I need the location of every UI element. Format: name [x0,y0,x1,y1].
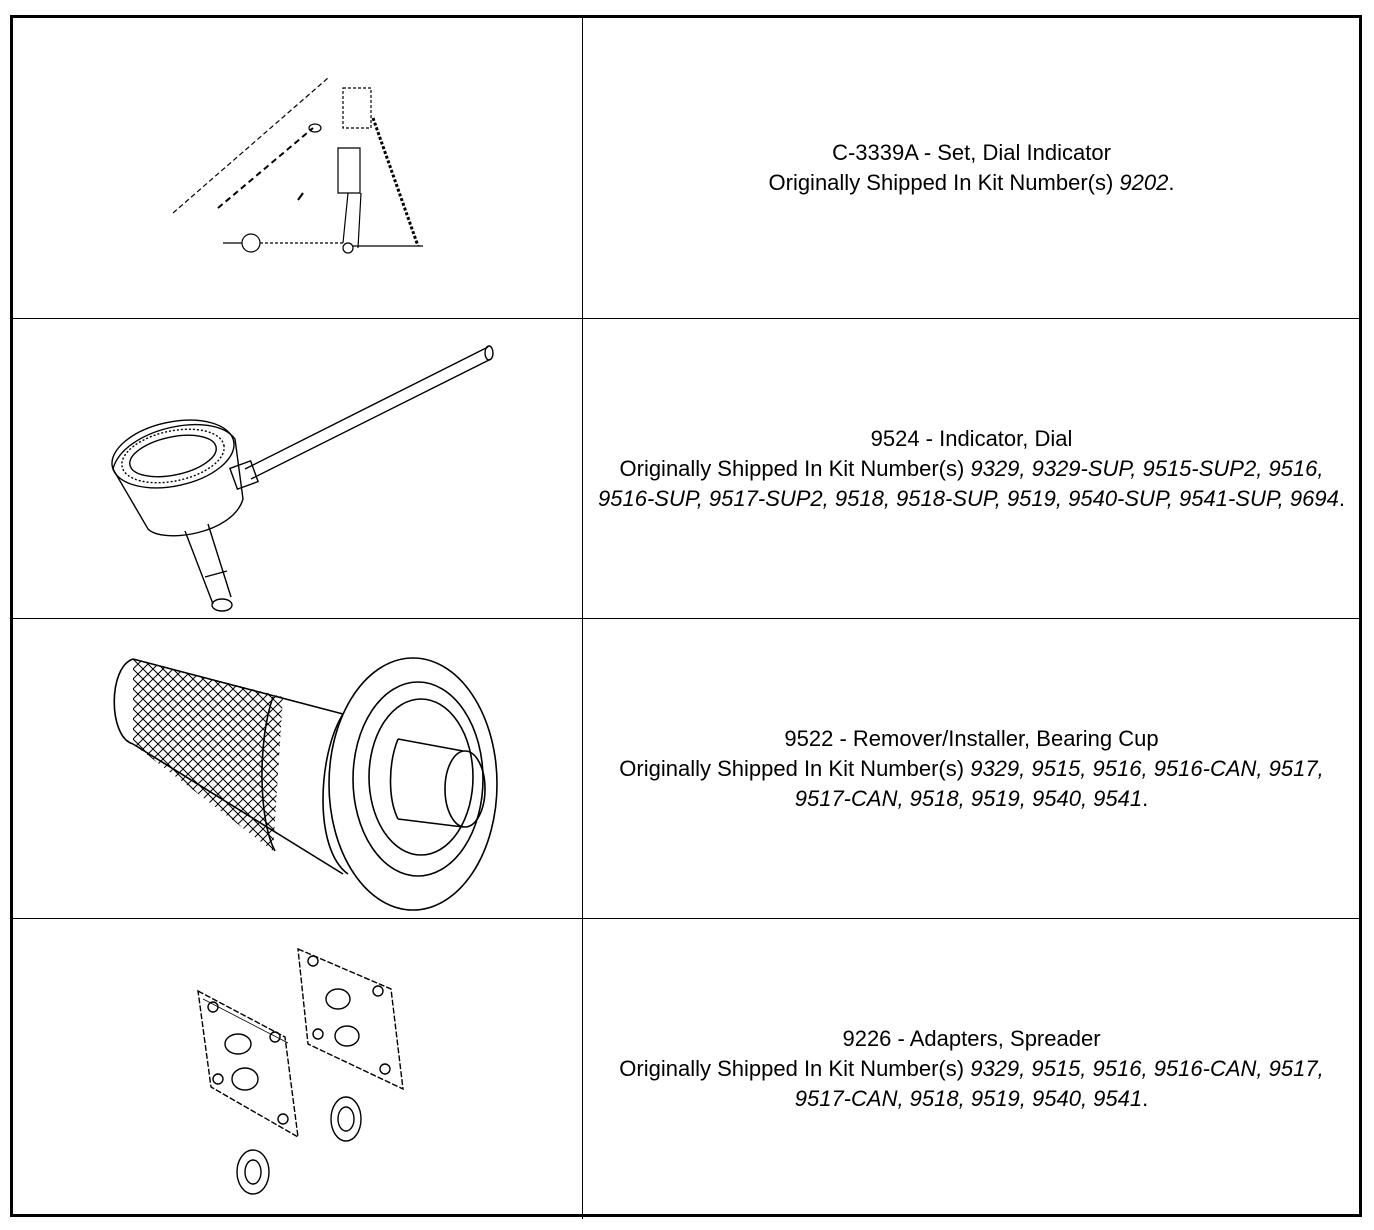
tool-kits: Originally Shipped In Kit Number(s) 9329, 9515, 9516, 9516-CAN, 9517, 9517-CAN, 9518, 9519, 9540, 9541. [619,756,1324,811]
tool-title: C-3339A - Set, Dial Indicator [832,140,1111,165]
tool-title: 9524 - Indicator, Dial [870,426,1073,451]
tool-kits: Originally Shipped In Kit Number(s) 9329, 9515, 9516, 9516-CAN, 9517, 9517-CAN, 9518, 9519, 9540, 9541. [619,1056,1324,1111]
tool-text-cell [584,18,1359,318]
tool-row [13,918,1359,1219]
tool-title: 9522 - Remover/Installer, Bearing Cup [784,726,1159,751]
tool-kits: Originally Shipped In Kit Number(s) 9202. [768,170,1175,195]
tool-row [13,618,1359,919]
tool-row [13,318,1359,619]
tool-description [597,1024,1347,1114]
tool-image-cell [13,919,583,1219]
spreader-adapters-drawing [13,919,583,1219]
tool-description [597,138,1347,198]
tool-title: 9226 - Adapters, Spreader [842,1026,1101,1051]
tool-description [597,424,1347,514]
tool-text-cell [584,619,1359,919]
tool-image-cell [13,18,583,318]
dial-indicator-drawing [13,319,583,619]
tool-text-cell [584,919,1359,1219]
tool-description [597,724,1347,814]
dial-indicator-set-drawing [13,18,583,318]
tool-kits: Originally Shipped In Kit Number(s) 9329, 9329-SUP, 9515-SUP2, 9516, 9516-SUP, 9517-SUP2, 9518, 9518-SUP, 9519, 9540-SUP, 9541-SUP, 9694. [598,456,1345,511]
bearing-cup-tool-drawing [13,619,583,919]
tool-image-cell [13,319,583,619]
tool-row [13,18,1359,318]
tool-text-cell [584,319,1359,619]
tool-image-cell [13,619,583,919]
tool-table [10,15,1362,1217]
